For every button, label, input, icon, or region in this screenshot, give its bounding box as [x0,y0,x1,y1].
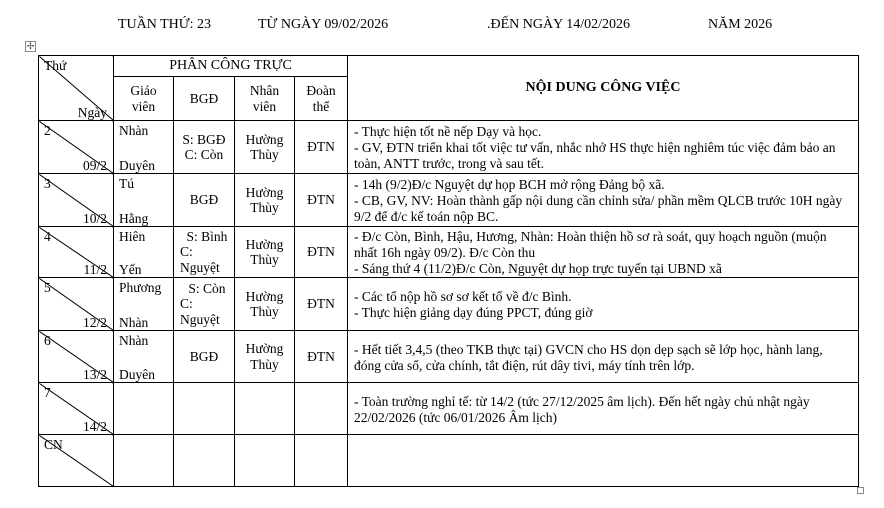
bgd-line: BGĐ [189,192,219,208]
header-thu: Thứ [44,58,67,73]
weekday: CN [44,437,63,452]
bgd-line: S: BGĐ [182,131,226,147]
date: 14/2 [82,418,107,434]
staff-name: Hường [245,341,284,356]
bgd-line: S: Bình [186,228,228,244]
teacher-morning: Nhàn [119,123,149,138]
teacher-afternoon: Hằng [119,210,149,226]
weekday: 5 [44,280,51,295]
content-cell [348,383,859,435]
table-row [39,121,859,174]
union-cell: ĐTN [295,227,348,278]
header-ngay: Ngày [77,104,107,120]
bgd-cell [174,435,235,487]
content-line: - GV, ĐTN triển khai tốt việc tư vấn, nhắc nhở HS thực hiện nghiêm túc việc đảm bảo an toàn, ANTT trước, trong và sau tết. [354,140,836,171]
bgd-line: C: [180,244,193,260]
content-line: - Các tổ nộp hồ sơ sơ kết tổ về đ/c Bình. [354,289,572,304]
bgd-cell [174,174,235,227]
bgd-line: Nguyệt [180,311,220,327]
table-row [39,331,859,383]
date: 11/2 [83,261,107,277]
day-cell [39,435,114,487]
date: 12/2 [82,314,107,330]
table-resize-handle[interactable] [857,487,864,494]
bgd-line: Nguyệt [180,259,220,275]
bgd-cell [174,383,235,435]
table-row [39,227,859,278]
staff-name: Thùy [250,252,279,267]
union-cell: ĐTN [295,331,348,383]
teacher-afternoon: Yến [119,261,142,277]
union-cell: ĐTN [295,121,348,174]
day-header-cell [39,56,114,121]
staff-name: Thùy [250,147,279,162]
staff-cell [235,435,295,487]
teacher-morning: Phương [119,280,162,295]
content-line: - CB, GV, NV: Hoàn thành gấp nội dung cần chỉnh sửa/ phần mềm QLCB trước 10H ngày 9/2 để đ/c kế toán nộp BC. [354,193,843,224]
content-line: - Sáng thứ 4 (11/2)Đ/c Còn, Nguyệt dự họp trực tuyến tại UBND xã [354,261,722,276]
header-bgd: BGĐ [174,77,235,121]
teacher-morning: Nhàn [119,333,149,348]
staff-cell [235,121,295,174]
content-line: - Toàn trường nghỉ tế: từ 14/2 (tức 27/12/2025 âm lịch). Đến hết ngày chủ nhật ngày 22/02/2026 (tức 06/01/2026 Âm lịch) [354,393,810,425]
teacher-cell [114,174,174,227]
header-teacher: Giáo viên [114,77,174,121]
staff-name: Thùy [250,200,279,215]
table-move-handle-icon[interactable]: ✢ [26,41,35,51]
bgd-line: S: Còn [188,280,226,296]
staff-cell [235,278,295,331]
staff-name: Hường [245,288,284,304]
content-line: - Thực hiện tốt nề nếp Dạy và học. [354,124,542,139]
header-union: Đoàn thể [295,77,348,121]
table-row [39,435,859,487]
teacher-cell [114,121,174,174]
teacher-cell [114,227,174,278]
content-cell [348,174,859,227]
table-row [39,278,859,331]
bgd-cell [174,331,235,383]
header-content: NỘI DUNG CÔNG VIỆC [348,56,859,121]
teacher-cell [114,435,174,487]
content-cell [348,331,859,383]
bgd-cell [174,227,235,278]
date: 10/2 [82,210,107,226]
union-cell [295,383,348,435]
teacher-cell [114,278,174,331]
bgd-cell [174,278,235,331]
header-assign: PHÂN CÔNG TRỰC [114,56,348,77]
content-cell [348,121,859,174]
day-cell [39,278,114,331]
union-cell: ĐTN [295,278,348,331]
teacher-morning: Tú [119,176,134,191]
staff-cell [235,227,295,278]
date: 09/2 [82,157,107,173]
table-row [39,174,859,227]
day-cell [39,121,114,174]
weekday: 7 [44,385,51,400]
content-line: - 14h (9/2)Đ/c Nguyệt dự họp BCH mở rộng Đảng bộ xã. [354,177,665,192]
staff-name: Hường [245,236,284,252]
teacher-cell [114,383,174,435]
date: 13/2 [82,366,107,382]
weekday: 4 [44,229,51,244]
year: NĂM 2026 [708,17,773,32]
staff-cell [235,331,295,383]
staff-cell [235,383,295,435]
bgd-line: C: Còn [184,147,224,162]
content-cell [348,227,859,278]
day-cell [39,383,114,435]
teacher-cell [114,331,174,383]
day-cell [39,227,114,278]
content-line: - Đ/c Còn, Bình, Hậu, Hương, Nhàn: Hoàn thiện hồ sơ rà soát, quy hoạch nguồn (muộn nhất 16h ngày 09/2). Đ/c Còn thu [354,229,827,260]
union-cell: ĐTN [295,174,348,227]
content-line: - Hết tiết 3,4,5 (theo TKB thực tại) GVCN cho HS dọn dẹp sạch sẽ lớp học, hành lang, đóng cửa sổ, cửa chính, tắt điện, rút dây tivi, máy tính trên lớp. [354,341,823,373]
teacher-afternoon: Nhàn [119,314,149,330]
teacher-afternoon: Duyên [119,157,155,173]
bgd-line: BGĐ [189,348,219,364]
content-cell [348,278,859,331]
weekday: 2 [44,123,51,138]
teacher-morning: Hiên [119,229,146,244]
table-row [39,383,859,435]
staff-name: Thùy [250,304,279,319]
day-cell [39,174,114,227]
duty-schedule-table [38,55,859,487]
date-to: .ĐẾN NGÀY 14/02/2026 [487,17,630,32]
staff-name: Hường [245,131,284,147]
header-staff: Nhân viên [235,77,295,121]
bgd-line: C: [180,296,193,312]
week-number: TUẦN THỨ: 23 [118,17,212,32]
staff-name: Hường [245,184,284,200]
day-cell [39,331,114,383]
content-cell [348,435,859,487]
teacher-afternoon: Duyên [119,366,155,382]
content-line: - Thực hiện giảng dạy đúng PPCT, đúng giờ [354,305,593,320]
union-cell [295,435,348,487]
weekday: 6 [44,333,51,348]
bgd-cell [174,121,235,174]
date-from: TỪ NGÀY 09/02/2026 [258,17,389,32]
staff-cell [235,174,295,227]
weekday: 3 [44,176,51,191]
staff-name: Thùy [250,356,279,372]
